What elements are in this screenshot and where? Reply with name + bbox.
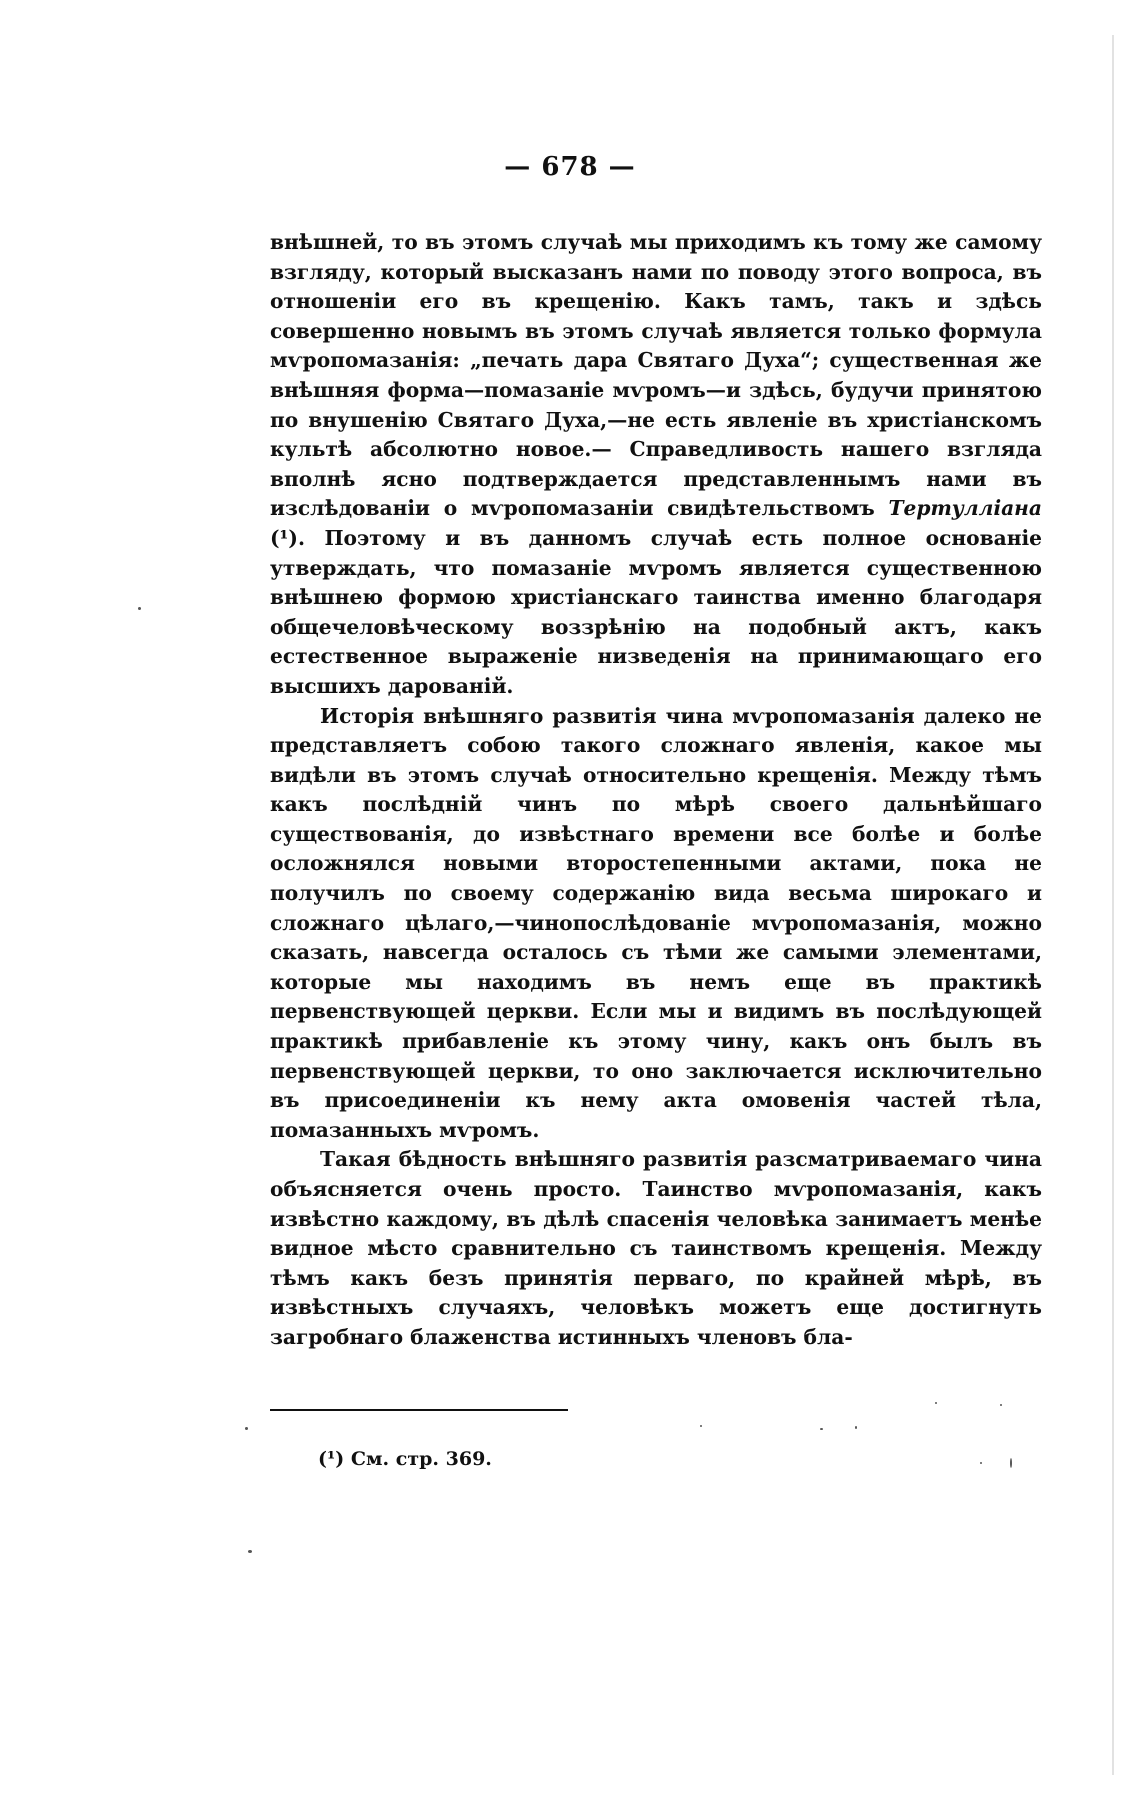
scan-speck: [138, 607, 141, 610]
page-edge-line: [1112, 35, 1114, 1775]
author-name-italic: Тертулліана: [888, 496, 1042, 521]
scan-speck: [855, 1426, 857, 1429]
paragraph-1-text-end: (¹). Поэтому и въ данномъ случаѣ есть полное основаніе утверждать, что помазаніе мѵромъ является существенною внѣшнею формою христіанскаго таинства именно благодаря общечеловѣческому воззрѣнію на подобный актъ, какъ естественное выраженіе низведенія на принимающаго его высшихъ дарованій.: [270, 525, 1042, 698]
scan-speck: [820, 1428, 823, 1430]
paragraph-2: Исторія внѣшняго развитія чина мѵропомазанія далеко не представляетъ собою такого сложнаго явленія, какое мы видѣли въ этомъ случаѣ относительно крещенія. Между тѣмъ какъ послѣдній чинъ по мѣрѣ своего дальнѣйшаго существованія, до извѣстнаго времени все болѣе и болѣе осложнялся новыми второстепенными актами, пока не получилъ по своему содержанію вида весьма широкаго и сложнаго цѣлаго,—чинопослѣдованіе мѵропомазанія, можно сказать, навсегда осталось съ тѣми же самыми элементами, которые мы находимъ въ немъ еще въ практикѣ первенствующей церкви. Если мы и видимъ въ послѣдующей практикѣ прибавленіе къ этому чину, какъ онъ былъ въ первенствующей церкви, то оно заключается исключительно въ присоединеніи къ нему акта омовенія частей тѣла, помазанныхъ мѵромъ.: [270, 703, 1042, 1142]
paragraph-1-text-start: внѣшней, то въ этомъ случаѣ мы приходимъ къ тому же самому взгляду, который высказанъ нами по поводу этого вопроса, въ отношеніи его въ крещенію. Какъ тамъ, такъ и здѣсь совершенно новымъ въ этомъ случаѣ является только формула мѵропомазанія: „печать дара Святаго Духа“; существенная же внѣшняя форма—помазаніе мѵромъ—и здѣсь, будучи принятою по внушенію Святаго Духа,—не есть явленіе въ христіанскомъ культѣ абсолютно новое.— Справедливость нашего взгляда вполнѣ ясно подтверждается представленнымъ нами въ изслѣдованіи о мѵропомазаніи свидѣтельствомъ: [270, 230, 1042, 521]
scan-speck: [245, 1427, 248, 1430]
body-text: [270, 228, 1042, 1353]
footnote-divider: [270, 1409, 568, 1411]
paragraph-3: Такая бѣдность внѣшняго развитія разсматриваемаго чина объясняется очень просто. Таинство мѵропомазанія, какъ извѣстно каждому, въ дѣлѣ спасенія человѣка занимаетъ менѣе видное мѣсто сравнительно съ таинствомъ крещенія. Между тѣмъ какъ безъ принятія перваго, по крайней мѣрѣ, въ извѣстныхъ случаяхъ, человѣкъ можетъ еще достигнуть загробнаго блаженства истинныхъ членовъ бла-: [270, 1147, 1042, 1349]
paragraph-1: [270, 228, 1042, 702]
page-number: — 678 —: [504, 152, 636, 182]
scan-speck: [980, 1462, 982, 1464]
footnote: (¹) См. стр. 369.: [318, 1448, 492, 1470]
scan-speck: [1010, 1458, 1012, 1468]
scan-speck: [248, 1550, 252, 1553]
scan-speck: [935, 1402, 937, 1404]
scan-speck: [1000, 1404, 1002, 1406]
scan-speck: [700, 1425, 702, 1427]
